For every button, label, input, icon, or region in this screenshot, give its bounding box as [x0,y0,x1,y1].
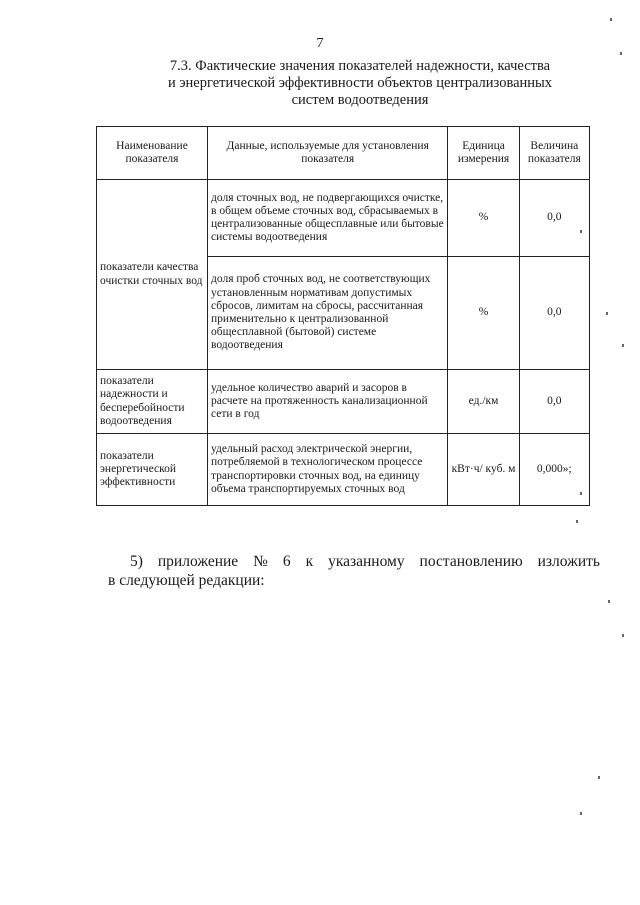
header-data: Данные, используемые для установления показателя [208,127,448,180]
paragraph-word: 6 [282,553,291,570]
group-energy: показатели энергетической эффективности [97,434,208,506]
row-value: 0,0 [519,180,589,257]
row-description: доля проб сточных вод, не соответствующих установленным нормативам допустимых сбросов, лимитам на сбросы, рассчитанная применительно к централизованной общесплавной (бытовой) системе водоотведения [208,257,448,370]
row-unit: % [448,180,519,257]
row-value: 0,0 [519,257,589,370]
paragraph-word: 5) [130,553,143,570]
table-row [97,180,590,257]
scan-speck [620,52,622,55]
section-title-line-2: и энергетической эффективности объектов централизованных [167,75,553,91]
scan-speck [580,492,582,495]
paragraph-line-2: в следующей редакции: [108,572,265,589]
section-title-line-1: 7.3. Фактические значения показателей надежности, качества [169,58,551,74]
paragraph-word: указанному [328,553,405,570]
row-description: удельное количество аварий и засоров в расчете на протяженность канализационной сети в год [208,370,448,434]
scan-speck [580,230,582,233]
row-unit: кВт·ч/ куб. м [448,434,519,506]
amendment-paragraph [108,552,600,590]
row-unit: ед./км [448,370,519,434]
scan-speck [608,600,610,603]
scan-speck [580,812,582,815]
section-title [100,58,620,109]
header-name: Наименование показателя [97,127,208,180]
paragraph-word: изложить [537,553,600,570]
table-row [97,370,590,434]
paragraph-word: приложение [157,553,239,570]
row-unit: % [448,257,519,370]
scan-speck [622,634,624,637]
scan-speck [598,776,600,779]
scan-speck [622,344,624,347]
group-reliability: показатели надежности и бесперебойности водоотведения [97,370,208,434]
scan-speck [610,18,612,21]
table-header-row [97,127,590,180]
scan-speck [606,312,608,315]
paragraph-word: № [253,553,268,570]
paragraph-word: к [305,553,314,570]
indicators-table [96,126,590,506]
row-value: 0,000»; [519,434,589,506]
group-quality: показатели качества очистки сточных вод [97,180,208,370]
row-description: доля сточных вод, не подвергающихся очистке, в общем объеме сточных вод, сбрасываемых в централизованные общесплавные или бытовые системы водоотведения [208,180,448,257]
header-unit: Единица измерения [448,127,519,180]
paragraph-line-1 [108,552,600,571]
row-value: 0,0 [519,370,589,434]
paragraph-word: постановлению [419,553,523,570]
row-description: удельный расход электрической энергии, потребляемой в технологическом процессе транспортировки сточных вод, на единицу объема транспортируемых сточных вод [208,434,448,506]
table-row [97,434,590,506]
page-number: 7 [316,36,324,51]
scan-speck [576,520,578,523]
header-value: Величина показателя [519,127,589,180]
section-title-line-3: систем водоотведения [291,92,429,108]
